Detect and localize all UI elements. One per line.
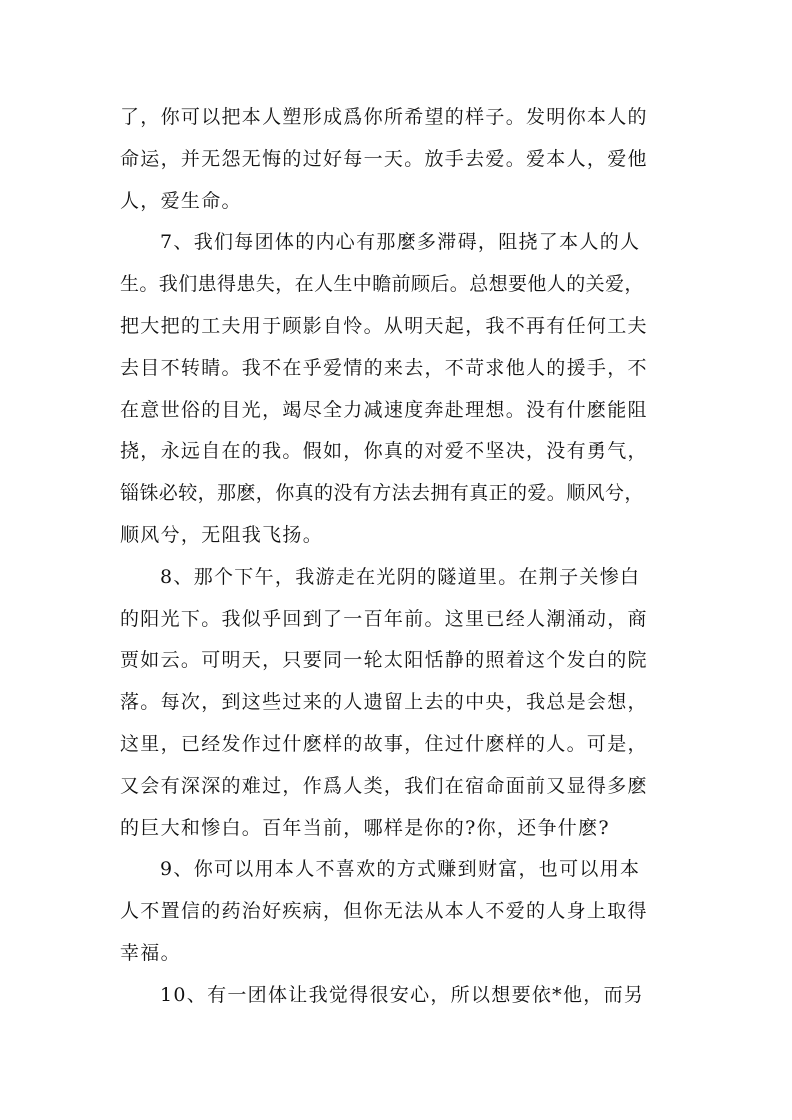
text-line: 把大把的工夫用于顾影自怜。从明天起，我不再有任何工夫 [120, 314, 648, 337]
text-line: 命运，并无怨无悔的过好每一天。放手去爱。爱本人，爱他 [120, 147, 648, 170]
paragraph-10 [120, 975, 680, 1017]
text-line: 落。每次，到这些过来的人遗留上去的中央，我总是会想， [120, 691, 648, 714]
text-line: 这里，已经发作过什麽样的故事，住过什麽样的人。可是， [120, 732, 648, 755]
paragraph-9 [120, 849, 680, 974]
text-line: 的阳光下。我似乎回到了一百年前。这里已经人潮涌动，商 [120, 607, 648, 630]
text-line: 的巨大和惨白。百年当前，哪样是你的?你，还争什麽? [120, 816, 610, 839]
text-line: 8、那个下午，我游走在光阴的隧道里。在荆子关惨白 [160, 565, 641, 588]
text-line: 去目不转睛。我不在乎爱情的来去，不苛求他人的援手，不 [120, 356, 648, 379]
paragraph-continuation [120, 97, 680, 222]
text-line: 贾如云。可明天，只要同一轮太阳恬静的照着这个发白的院 [120, 649, 648, 672]
text-line: 顺风兮，无阻我飞扬。 [120, 523, 324, 546]
paragraph-8 [120, 557, 680, 850]
text-line: 在意世俗的目光，竭尽全力减速度奔赴理想。没有什麽能阻 [120, 398, 648, 421]
text-line: 10、有一团体让我觉得很安心，所以想要依*他，而另 [160, 983, 645, 1006]
text-line: 人不置信的药治好疾病，但你无法从本人不爱的人身上取得 [120, 900, 648, 923]
text-line: 人，爱生命。 [120, 189, 242, 212]
text-line: 生。我们患得患失，在人生中瞻前顾后。总想要他人的关爱， [120, 273, 644, 296]
text-line: 又会有深深的难过，作爲人类，我们在宿命面前又显得多麽 [120, 774, 648, 797]
document-page [120, 97, 680, 1017]
text-line: 9、你可以用本人不喜欢的方式赚到财富，也可以用本 [160, 858, 641, 881]
paragraph-7 [120, 222, 680, 556]
text-line: 7、我们每团体的内心有那麼多滞碍，阻挠了本人的人 [160, 231, 641, 254]
text-line: 了，你可以把本人塑形成爲你所希望的样子。发明你本人的 [120, 106, 648, 128]
text-line: 锱铢必较，那麽，你真的没有方法去拥有真正的爱。顺风兮， [120, 482, 644, 505]
text-line: 幸福。 [120, 941, 181, 964]
text-line: 挠，永远自在的我。假如，你真的对爱不坚决，没有勇气， [120, 440, 648, 463]
